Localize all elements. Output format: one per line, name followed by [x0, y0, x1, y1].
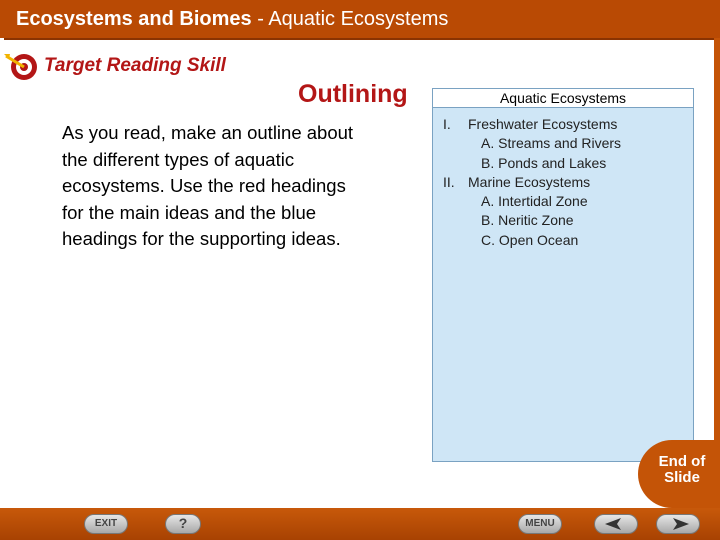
- back-arrow-icon: [601, 516, 631, 532]
- navigation-bar: [0, 508, 720, 540]
- end-of-slide-tab: [638, 440, 720, 508]
- chapter-title: Ecosystems and Biomes: [16, 8, 252, 30]
- instructions-text: As you read, make an outline about the different types of aquatic ecosystems. Use the red headings for the main ideas and the blue headings for the supporting ideas.: [62, 122, 354, 249]
- outline-panel: [432, 88, 694, 462]
- outline-supporting-idea: A. Intertidal Zone: [481, 193, 588, 210]
- outline-supporting-idea: A. Streams and Rivers: [481, 135, 622, 152]
- target-icon: [4, 52, 44, 82]
- outline-title: Aquatic Ecosystems: [433, 89, 693, 108]
- outline-supporting-idea: B. Neritic Zone: [481, 212, 574, 229]
- previous-button[interactable]: [594, 514, 638, 534]
- outline-supporting-idea: C. Open Ocean: [481, 231, 579, 248]
- help-button[interactable]: ?: [165, 514, 201, 534]
- target-reading-skill-label: Target Reading Skill: [44, 55, 226, 76]
- slide-header: [0, 0, 720, 40]
- outline-main-idea: II. Marine Ecosystems: [443, 173, 591, 190]
- menu-button[interactable]: MENU: [518, 514, 562, 534]
- target-reading-skill-badge: [4, 52, 254, 82]
- next-button[interactable]: [656, 514, 700, 534]
- outline-supporting-idea: B. Ponds and Lakes: [481, 154, 607, 171]
- end-of-slide-line1: End of: [658, 453, 706, 470]
- section-title: - Aquatic Ecosystems: [251, 8, 449, 30]
- slide-title: [16, 8, 448, 31]
- skill-heading: Outlining: [298, 80, 408, 108]
- end-of-slide-line2: Slide: [664, 469, 700, 486]
- exit-button[interactable]: EXIT: [84, 514, 128, 534]
- outline-main-idea: I. Freshwater Ecosystems: [443, 116, 618, 132]
- outline-list: [443, 115, 691, 250]
- left-border: [0, 38, 4, 508]
- forward-arrow-icon: [663, 516, 693, 532]
